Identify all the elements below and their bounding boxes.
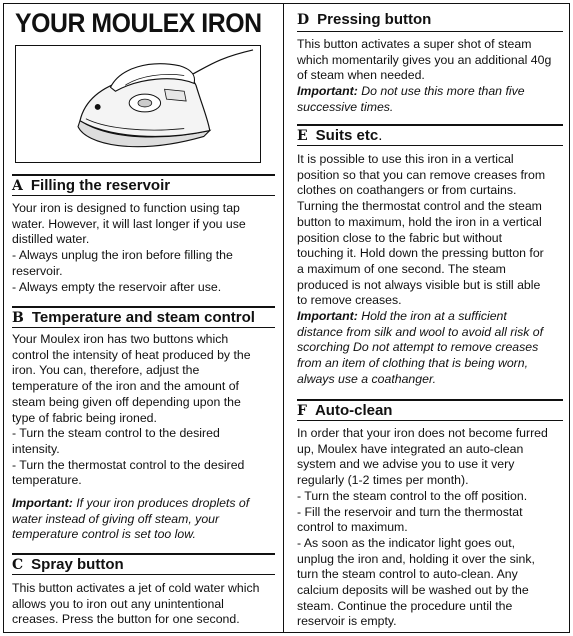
section-c-heading — [12, 553, 275, 575]
section-d-important — [297, 84, 567, 115]
section-f-title: Auto-clean — [314, 402, 393, 419]
section-f-body: In order that your iron does not become furred up, Moulex have integrated an auto-clean system and we advise you to use it very regularly (1-2 times per month). - Turn the steam control to the off position. - Fill the reservoir and turn the thermostat control to maximum. - As soon as the indicator light goes out, unplug the iron and, holding it over the sink, turn the steam control to auto-clean. Any calcium deposits will be washed out by the steam. Continue the procedure until the reservoir is empty. — [297, 426, 548, 629]
section-c-title: Spray button — [31, 556, 124, 573]
section-e-title-period: . — [378, 127, 383, 144]
section-f-heading — [297, 399, 563, 421]
section-b-heading — [12, 306, 275, 328]
section-d-letter: D — [297, 12, 310, 28]
iron-illustration-box — [15, 45, 261, 163]
section-e-important-text: Hold the iron at a sufficient distance from silk and wool to avoid all risk of scorching Do not attempt to remove creases from an item of clothing that is being worn, always use a coathanger. — [297, 309, 544, 386]
section-b-important-text: If your iron produces droplets of water instead of giving off steam, your temperature control is set too low. — [12, 496, 250, 542]
section-e-important — [297, 309, 567, 388]
section-d-important-text: Do not use this more than five successive times. — [297, 84, 525, 114]
section-b-important-label: Important: — [12, 496, 73, 510]
section-b-body: Your Moulex iron has two buttons which control the intensity of heat produced by the iron. You can, therefore, adjust the temperature of the iron and the amount of steam being given off depending upon the type of fabric being ironed. - Turn the steam control to the desired intensity. - Turn the thermostat control to the desired temperature. — [12, 332, 251, 488]
section-e-title: Suits etc — [315, 127, 379, 144]
section-e-heading — [297, 124, 563, 146]
section-e-important-label: Important: — [297, 309, 358, 323]
section-d-title: Pressing button — [317, 11, 432, 28]
section-e-letter: E — [297, 128, 308, 144]
section-d-body: This button activates a super shot of steam which momentarily gives you an additional 40g of steam when needed. — [297, 37, 552, 83]
column-divider — [283, 3, 284, 633]
section-b-title: Temperature and steam control — [31, 309, 255, 326]
section-d-important-label: Important: — [297, 84, 358, 98]
section-a-body: Your iron is designed to function using tap water. However, it will last longer if you use distilled water. - Always unplug the iron before filling the reservoir. - Always empty the reservoir after use. — [12, 201, 246, 294]
section-b-important — [12, 496, 280, 543]
section-d-heading — [297, 10, 563, 32]
section-a-title: Filling the reservoir — [30, 177, 171, 194]
section-c-body: This button activates a jet of cold water which allows you to iron out any unintentional creases. Press the button for one second. — [12, 581, 260, 627]
section-a-heading — [12, 174, 275, 196]
section-a-letter: A — [12, 178, 23, 194]
section-e-body: It is possible to use this iron in a vertical position so that you can remove creases from clothes on coathangers or from curtains. Turning the thermostat control and the steam button to maximum, hold the iron in a vertical position close to the fabric but without touching it. Hold down the pressing button for a maximum of one second. The steam produced is not always visible but is still able to remove creases. — [297, 152, 546, 308]
steam-iron-illustration-icon — [16, 46, 260, 162]
section-c-letter: C — [12, 557, 24, 573]
page-title: YOUR MOULEX IRON — [15, 8, 262, 38]
section-b-letter: B — [12, 310, 24, 326]
section-f-letter: F — [297, 403, 307, 419]
